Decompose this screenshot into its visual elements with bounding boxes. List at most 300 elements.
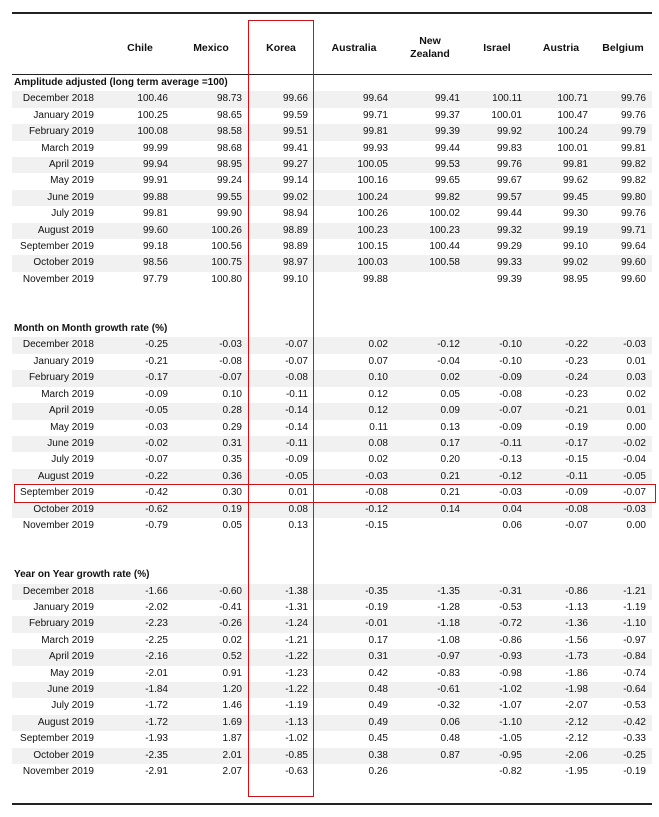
- table-cell: -1.21: [285, 634, 308, 646]
- table-cell: -0.07: [623, 487, 646, 499]
- table-cell: 98.97: [248, 255, 314, 271]
- table-cell: 100.26: [357, 208, 388, 220]
- table-cell: -0.07: [466, 403, 528, 419]
- table-cell: 99.51: [248, 124, 314, 140]
- table-cell: 99.60: [620, 273, 646, 285]
- row-label: November 2019: [22, 519, 94, 531]
- table-cell: 99.44: [434, 142, 460, 154]
- table-cell: 98.58: [174, 124, 248, 140]
- row-label: August 2019: [12, 715, 106, 731]
- table-row: [12, 239, 652, 255]
- table-row: [12, 715, 652, 731]
- table-cell: -1.38: [248, 584, 314, 600]
- table-cell: 0.00: [626, 519, 646, 531]
- row-label: April 2019: [12, 157, 106, 173]
- table-cell: 100.47: [557, 109, 588, 121]
- table-cell: 99.76: [620, 109, 646, 121]
- spacer-row: [12, 551, 652, 567]
- table-cell: 0.08: [314, 436, 394, 452]
- row-label: July 2019: [51, 208, 94, 220]
- table-row: [12, 502, 652, 518]
- table-cell: 100.24: [314, 190, 394, 206]
- table-cell: -0.07: [565, 519, 588, 531]
- table-cell: -1.93: [145, 733, 168, 745]
- table-cell: -1.19: [623, 601, 646, 613]
- table-cell: 99.14: [282, 175, 308, 187]
- table-cell: -1.31: [285, 601, 308, 613]
- table-cell: -2.35: [106, 748, 174, 764]
- row-label: November 2019: [22, 766, 94, 777]
- table-cell: -0.24: [528, 370, 594, 386]
- section-title-row: [12, 75, 652, 92]
- table-cell: 99.88: [362, 273, 388, 285]
- bottom-rule: [12, 803, 652, 805]
- table-cell: -0.62: [106, 502, 174, 518]
- table-cell: 99.76: [620, 208, 646, 220]
- table-cell: 0.36: [174, 469, 248, 485]
- table-cell: [394, 764, 466, 780]
- table-cell: 99.81: [142, 208, 168, 220]
- table-cell: 100.46: [106, 91, 174, 107]
- table-cell: -0.86: [528, 584, 594, 600]
- table-cell: 2.01: [174, 748, 248, 764]
- table-row: [12, 272, 652, 288]
- table-cell: 99.29: [496, 241, 522, 253]
- col-header: Austria: [542, 41, 580, 54]
- table-cell: -0.04: [623, 454, 646, 466]
- table-cell: 99.24: [216, 175, 242, 187]
- table-cell: -0.08: [528, 502, 594, 518]
- table-cell: 99.27: [248, 157, 314, 173]
- row-label: October 2019: [12, 255, 106, 271]
- row-label: January 2019: [33, 601, 94, 613]
- table-cell: -1.05: [499, 733, 522, 745]
- table-cell: -2.16: [106, 649, 174, 665]
- table-cell: 0.91: [222, 667, 242, 679]
- table-cell: 99.71: [362, 109, 388, 121]
- table-cell: 0.48: [314, 682, 394, 698]
- row-label: February 2019: [12, 616, 106, 632]
- table-cell: 99.65: [434, 175, 460, 187]
- table-cell: 1.46: [222, 700, 242, 712]
- table-cell: -0.14: [248, 403, 314, 419]
- row-label: August 2019: [12, 469, 106, 485]
- row-label: September 2019: [20, 487, 94, 499]
- table-cell: -0.05: [106, 403, 174, 419]
- table-cell: 99.94: [106, 157, 174, 173]
- table-row: [12, 141, 652, 157]
- table-cell: -0.07: [145, 454, 168, 466]
- table-cell: 0.52: [174, 649, 248, 665]
- table-cell: 0.01: [626, 355, 646, 367]
- table-cell: -0.08: [499, 388, 522, 400]
- table-cell: 0.02: [394, 370, 466, 386]
- table-cell: -1.84: [106, 682, 174, 698]
- table-cell: 0.03: [594, 370, 652, 386]
- section-title: Month on Month growth rate (%): [14, 323, 168, 335]
- table-cell: -0.07: [174, 370, 248, 386]
- row-label: December 2018: [12, 91, 106, 107]
- table-cell: -0.11: [466, 436, 528, 452]
- header-corner: [12, 22, 106, 75]
- table-cell: 0.29: [222, 421, 242, 433]
- table-cell: 98.95: [562, 273, 588, 285]
- table-cell: -0.05: [594, 469, 652, 485]
- table-row: [12, 403, 652, 419]
- table-cell: 99.39: [394, 124, 466, 140]
- table-cell: 0.31: [174, 436, 248, 452]
- table-cell: -0.17: [528, 436, 594, 452]
- table-cell: -1.22: [248, 649, 314, 665]
- table-cell: 0.12: [368, 388, 388, 400]
- table-cell: 99.76: [594, 91, 652, 107]
- table-cell: 99.62: [562, 175, 588, 187]
- table-cell: 0.02: [368, 454, 388, 466]
- row-label: June 2019: [12, 682, 106, 698]
- table-cell: -0.09: [466, 370, 528, 386]
- table-cell: -1.21: [594, 584, 652, 600]
- table-cell: -2.12: [528, 715, 594, 731]
- table-cell: 100.15: [357, 241, 388, 253]
- table-cell: -0.02: [106, 436, 174, 452]
- table-cell: 0.11: [369, 421, 388, 433]
- table-cell: 99.83: [496, 142, 522, 154]
- table-cell: 100.16: [357, 175, 388, 187]
- table-cell: 99.59: [282, 109, 308, 121]
- table-cell: -1.13: [565, 601, 588, 613]
- table-row: [12, 387, 652, 403]
- table-row: [12, 649, 652, 665]
- row-label: December 2018: [12, 337, 106, 353]
- table-cell: -1.18: [394, 616, 466, 632]
- table-row: [12, 633, 652, 649]
- row-label: January 2019: [33, 355, 94, 367]
- table-cell: 99.60: [106, 223, 174, 239]
- table-cell: 98.89: [282, 241, 308, 253]
- row-label: January 2019: [33, 109, 94, 121]
- table-cell: -0.83: [437, 667, 460, 679]
- section-title: Amplitude adjusted (long term average =100): [12, 75, 652, 92]
- table-cell: 98.89: [248, 223, 314, 239]
- row-label: October 2019: [12, 502, 106, 518]
- table-cell: 99.64: [620, 241, 646, 253]
- table-cell: -0.04: [437, 355, 460, 367]
- table-cell: 1.87: [222, 733, 242, 745]
- section-title-row: [12, 567, 652, 583]
- table-cell: -0.61: [394, 682, 466, 698]
- table-cell: -0.12: [314, 502, 394, 518]
- table-row: [12, 354, 652, 370]
- table-cell: -0.08: [365, 487, 388, 499]
- table-cell: 0.02: [314, 337, 394, 353]
- table-cell: 99.71: [594, 223, 652, 239]
- table-row: [12, 731, 652, 747]
- table-cell: -0.10: [466, 337, 528, 353]
- table-row: [12, 518, 652, 534]
- header-row: [12, 22, 652, 75]
- table-cell: 0.08: [248, 502, 314, 518]
- table-row: [12, 190, 652, 206]
- table-cell: 0.10: [314, 370, 394, 386]
- table-cell: -1.24: [248, 616, 314, 632]
- table-cell: -0.10: [499, 355, 522, 367]
- spacer-row: [12, 288, 652, 304]
- table-cell: -1.22: [248, 682, 314, 698]
- col-header: Mexico: [193, 41, 229, 54]
- table-cell: 99.57: [466, 190, 528, 206]
- table-cell: 99.82: [620, 175, 646, 187]
- table-cell: -1.36: [528, 616, 594, 632]
- table-cell: -0.23: [565, 388, 588, 400]
- table-row: [12, 420, 652, 436]
- col-header: Australia: [331, 41, 377, 54]
- table-cell: 99.45: [528, 190, 594, 206]
- row-label: October 2019: [12, 748, 106, 764]
- table-cell: 99.44: [496, 208, 522, 220]
- row-label: July 2019: [51, 700, 94, 712]
- table-cell: 98.95: [174, 157, 248, 173]
- row-label: May 2019: [50, 667, 94, 679]
- table-cell: 100.08: [106, 124, 174, 140]
- table-cell: -0.05: [248, 469, 314, 485]
- table-cell: -1.28: [437, 601, 460, 613]
- row-label: March 2019: [41, 388, 94, 400]
- table-cell: 100.01: [557, 142, 588, 154]
- table-cell: -2.06: [528, 748, 594, 764]
- table-cell: 1.69: [174, 715, 248, 731]
- table-cell: 0.07: [368, 355, 388, 367]
- table-cell: -0.12: [394, 337, 466, 353]
- table-cell: -0.15: [365, 519, 388, 531]
- table-cell: -0.02: [594, 436, 652, 452]
- table-cell: -2.25: [145, 634, 168, 646]
- table-cell: -0.19: [565, 421, 588, 433]
- table-cell: -1.72: [145, 700, 168, 712]
- table-cell: 100.44: [429, 241, 460, 253]
- section-title-row: [12, 321, 652, 337]
- table-row: [12, 600, 652, 616]
- row-label: September 2019: [20, 733, 94, 745]
- table-cell: -0.41: [219, 601, 242, 613]
- table-cell: -1.13: [248, 715, 314, 731]
- table-cell: -0.32: [437, 700, 460, 712]
- table-cell: -0.79: [145, 519, 168, 531]
- table-cell: 100.11: [466, 91, 528, 107]
- table-cell: -0.53: [499, 601, 522, 613]
- table-cell: 99.82: [394, 190, 466, 206]
- table-cell: 0.05: [222, 519, 242, 531]
- table-cell: -0.23: [565, 355, 588, 367]
- table-cell: 0.45: [368, 733, 388, 745]
- table-cell: -0.64: [594, 682, 652, 698]
- table-cell: -0.33: [623, 733, 646, 745]
- table-cell: -0.25: [106, 337, 174, 353]
- table-cell: 100.01: [491, 109, 522, 121]
- table-cell: -0.09: [285, 454, 308, 466]
- row-label: November 2019: [22, 273, 94, 285]
- table-cell: -0.14: [285, 421, 308, 433]
- table-cell: 0.42: [368, 667, 388, 679]
- table-cell: 99.82: [594, 157, 652, 173]
- table-cell: -0.09: [565, 487, 588, 499]
- row-label: February 2019: [12, 124, 106, 140]
- table-row: [12, 157, 652, 173]
- table-cell: 98.68: [216, 142, 242, 154]
- table-cell: 99.64: [314, 91, 394, 107]
- table-cell: 99.30: [562, 208, 588, 220]
- table-cell: 99.81: [620, 142, 646, 154]
- table-cell: -0.25: [594, 748, 652, 764]
- table-row: [12, 616, 652, 632]
- table-cell: 99.90: [216, 208, 242, 220]
- table-row: [12, 108, 652, 124]
- table-cell: 0.26: [368, 766, 388, 777]
- table-cell: [394, 272, 466, 288]
- table-cell: 99.41: [394, 91, 466, 107]
- table-cell: -1.10: [466, 715, 528, 731]
- table-cell: 100.56: [211, 241, 242, 253]
- table-cell: 100.26: [174, 223, 248, 239]
- col-header: Israel: [483, 41, 511, 54]
- table-cell: 99.53: [394, 157, 466, 173]
- table-cell: -0.22: [528, 337, 594, 353]
- table-cell: 0.31: [314, 649, 394, 665]
- table-cell: -0.53: [623, 700, 646, 712]
- table-cell: 98.65: [216, 109, 242, 121]
- table-cell: 100.23: [314, 223, 394, 239]
- table-cell: 99.02: [248, 190, 314, 206]
- table-row: [12, 584, 652, 600]
- table-cell: 1.20: [174, 682, 248, 698]
- table-cell: -1.73: [528, 649, 594, 665]
- table-cell: 100.24: [528, 124, 594, 140]
- table-cell: 0.49: [368, 700, 388, 712]
- table-cell: 99.81: [528, 157, 594, 173]
- table-cell: -0.84: [594, 649, 652, 665]
- table-cell: -1.02: [285, 733, 308, 745]
- table-cell: -0.35: [314, 584, 394, 600]
- table-cell: 99.10: [282, 273, 308, 285]
- table-cell: -1.08: [437, 634, 460, 646]
- table-cell: -0.97: [623, 634, 646, 646]
- table-cell: -0.85: [248, 748, 314, 764]
- table-cell: 0.00: [626, 421, 646, 433]
- table-cell: -1.19: [285, 700, 308, 712]
- table-cell: [394, 518, 466, 534]
- table-cell: -0.08: [219, 355, 242, 367]
- spacer-row: [12, 534, 652, 550]
- table-cell: 100.71: [528, 91, 594, 107]
- table-row: [12, 124, 652, 140]
- table-cell: 0.28: [174, 403, 248, 419]
- table-cell: 99.81: [314, 124, 394, 140]
- table-cell: -1.72: [106, 715, 174, 731]
- table-cell: -0.03: [314, 469, 394, 485]
- table-cell: -1.10: [594, 616, 652, 632]
- row-label: September 2019: [20, 241, 94, 253]
- top-rule: [12, 12, 652, 14]
- table-cell: -1.56: [565, 634, 588, 646]
- table-cell: 0.02: [626, 388, 646, 400]
- table-cell: 99.91: [142, 175, 168, 187]
- table-row: [12, 436, 652, 452]
- table-cell: 99.39: [496, 273, 522, 285]
- row-label: February 2019: [12, 370, 106, 386]
- table-cell: 0.06: [502, 519, 522, 531]
- table-row: [12, 173, 652, 189]
- table-cell: -0.72: [466, 616, 528, 632]
- table-cell: 100.03: [314, 255, 394, 271]
- table-cell: -0.07: [285, 355, 308, 367]
- table-cell: -0.19: [365, 601, 388, 613]
- table-row: [12, 206, 652, 222]
- table-cell: -0.21: [528, 403, 594, 419]
- table-cell: 99.67: [496, 175, 522, 187]
- table-cell: -0.60: [174, 584, 248, 600]
- table-cell: -0.13: [499, 454, 522, 466]
- table-cell: -0.19: [623, 766, 646, 777]
- table-cell: 100.75: [174, 255, 248, 271]
- table-cell: -0.86: [499, 634, 522, 646]
- table-cell: 0.17: [394, 436, 466, 452]
- table-row: [12, 452, 652, 468]
- table-row: [12, 666, 652, 682]
- table-cell: -1.35: [394, 584, 466, 600]
- table-cell: 0.02: [222, 634, 242, 646]
- table-cell: 0.87: [394, 748, 466, 764]
- table-row: [12, 469, 652, 485]
- table-cell: 100.25: [137, 109, 168, 121]
- col-header: New Zealand: [410, 35, 450, 60]
- table-cell: 0.35: [222, 454, 242, 466]
- table-cell: -0.26: [174, 616, 248, 632]
- table-cell: 0.21: [394, 469, 466, 485]
- row-label: June 2019: [12, 190, 106, 206]
- table-cell: 0.38: [314, 748, 394, 764]
- table-cell: 99.18: [142, 241, 168, 253]
- table-cell: 0.04: [466, 502, 528, 518]
- row-label: March 2019: [41, 142, 94, 154]
- table-cell: 0.06: [394, 715, 466, 731]
- table-cell: 0.20: [440, 454, 460, 466]
- table-cell: -0.21: [145, 355, 168, 367]
- table-row: [12, 337, 652, 353]
- table-cell: 2.07: [222, 766, 242, 777]
- table-cell: -0.98: [499, 667, 522, 679]
- row-label: May 2019: [50, 421, 94, 433]
- table-cell: -0.07: [248, 337, 314, 353]
- table-cell: -0.97: [394, 649, 466, 665]
- row-label: July 2019: [51, 454, 94, 466]
- table-cell: 100.80: [211, 273, 242, 285]
- table-body: [12, 75, 652, 781]
- table-cell: 99.02: [528, 255, 594, 271]
- row-label: April 2019: [12, 403, 106, 419]
- table-cell: -0.03: [594, 337, 652, 353]
- table-cell: -0.74: [623, 667, 646, 679]
- table-cell: 99.99: [142, 142, 168, 154]
- table-cell: 99.41: [282, 142, 308, 154]
- table-row: [12, 698, 652, 714]
- table-cell: 0.14: [394, 502, 466, 518]
- table-cell: -0.31: [466, 584, 528, 600]
- table-cell: 99.66: [248, 91, 314, 107]
- table-cell: -1.07: [499, 700, 522, 712]
- table-cell: 0.13: [440, 421, 460, 433]
- table-row: [12, 370, 652, 386]
- table-cell: -1.23: [285, 667, 308, 679]
- table-cell: 100.05: [314, 157, 394, 173]
